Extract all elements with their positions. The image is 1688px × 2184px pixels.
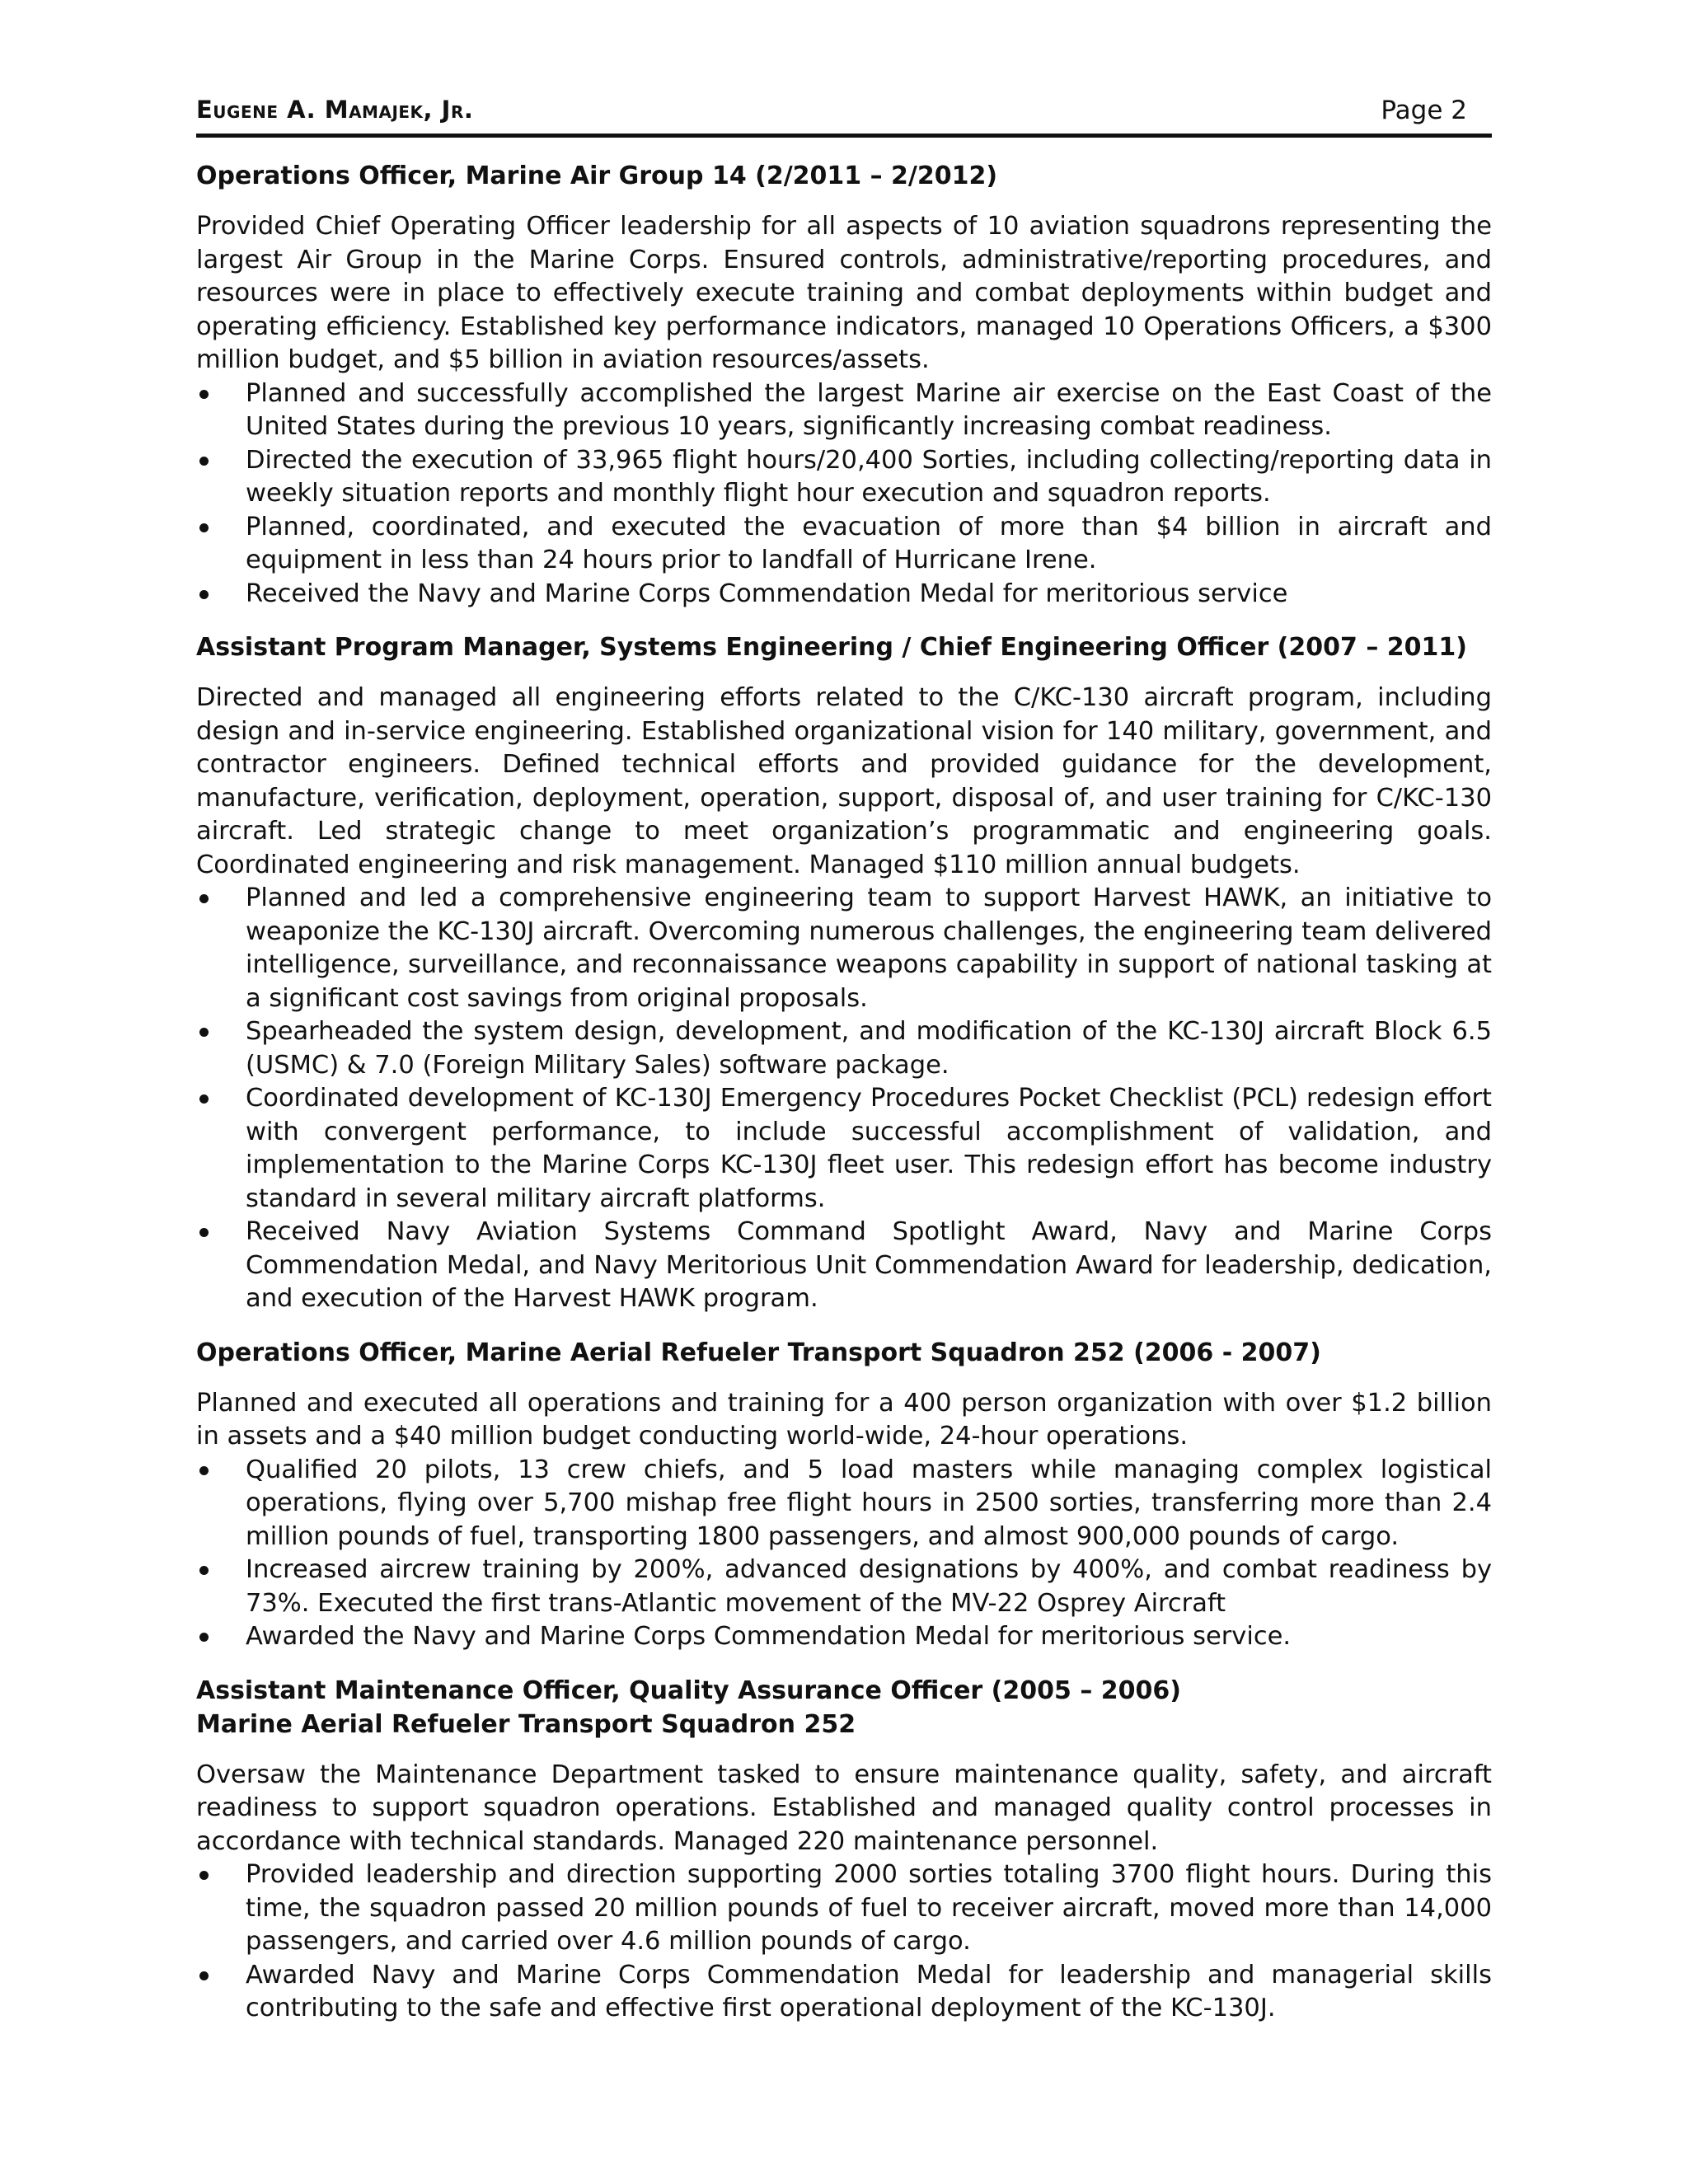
bullet-icon [199, 1971, 209, 1980]
bullet-text: Awarded Navy and Marine Corps Commendation Medal for leadership and managerial skills contributing to the safe and effective first operational deployment of the KC-130J. [246, 1960, 1492, 2022]
bullet-item [196, 882, 1492, 1015]
bullet-text: Directed the execution of 33,965 flight hours/20,400 Sorties, including collecting/reporting data in weekly situation reports and monthly flight hour execution and squadron reports. [246, 445, 1492, 508]
bullet-text: Increased aircrew training by 200%, advanced designations by 400%, and combat readiness by 73%. Executed the first trans-Atlantic movement of the MV-22 Osprey Aircraft [246, 1555, 1492, 1618]
job-summary: Directed and managed all engineering efforts related to the C/KC-130 aircraft program, including design and in-service engineering. Established organizational vision for 140 military, government, and contractor engineers. Defined technical efforts and provided guidance for the development, manufacture, verification, deployment, operation, support, disposal of, and user training for C/KC-130 aircraft. Led strategic change to meet organization’s programmatic and engineering goals. Coordinated engineering and risk management. Managed $110 million annual budgets. [196, 683, 1492, 879]
job-title: Assistant Program Manager, Systems Engineering / Chief Engineering Officer (2007 – 2011) [196, 633, 1467, 662]
job-title: Operations Officer, Marine Aerial Refueler Transport Squadron 252 (2006 - 2007) [196, 1338, 1321, 1367]
bullet-icon [199, 894, 209, 903]
bullet-icon [199, 1871, 209, 1880]
bullet-item [196, 578, 1492, 612]
job-entry [196, 630, 1492, 1316]
bullet-text: Received the Navy and Marine Corps Commendation Medal for meritorious service [246, 579, 1288, 608]
job-entry [196, 1674, 1492, 2026]
job-title-line: Assistant Maintenance Officer, Quality Assurance Officer (2005 – 2006) [196, 1675, 1181, 1705]
bullet-item [196, 1454, 1492, 1554]
bullet-icon [199, 590, 209, 599]
job-title-unit: Marine Aerial Refueler Transport Squadron 252 [196, 1709, 856, 1739]
page-header [196, 92, 1492, 138]
bullet-item [196, 1554, 1492, 1620]
bullet-icon [199, 390, 209, 399]
job-summary: Oversaw the Maintenance Department tasked to ensure maintenance quality, safety, and aircraft readiness to support squadron operations. Established and managed quality control processes in accordance with technical standards. Managed 220 maintenance personnel. [196, 1760, 1492, 1856]
bullet-item [196, 444, 1492, 511]
bullet-text: Awarded the Navy and Marine Corps Commendation Medal for meritorious service. [246, 1622, 1292, 1651]
job-bullet-list [196, 1858, 1492, 2026]
job-summary: Planned and executed all operations and training for a 400 person organization with over $1.2 billion in assets and a $40 million budget conducting world-wide, 24-hour operations. [196, 1388, 1492, 1451]
bullet-text: Planned, coordinated, and executed the evacuation of more than $4 billion in aircraft and equipment in less than 24 hours prior to landfall of Hurricane Irene. [246, 512, 1492, 574]
bullet-icon [199, 1566, 209, 1575]
page-number: Page 2 [1381, 96, 1467, 125]
bullet-icon [199, 523, 209, 532]
job-bullet-list [196, 1454, 1492, 1654]
bullet-item [196, 1858, 1492, 1959]
bullet-icon [199, 1466, 209, 1475]
bullet-text: Qualified 20 pilots, 13 crew chiefs, and 5 load masters while managing complex logistical operations, flying over 5,700 mishap free flight hours in 2500 sorties, transferring more than 2.4 million pounds of fuel, transporting 1800 passengers, and almost 900,000 pounds of cargo. [246, 1455, 1492, 1551]
bullet-text: Planned and led a comprehensive engineering team to support Harvest HAWK, an initiative to weaponize the KC-130J aircraft. Overcoming numerous challenges, the engineering team delivered intelligence, surveillance, and reconnaissance weapons capability in support of national tasking at a significant cost savings from original proposals. [246, 883, 1492, 1013]
job-bullet-list [196, 377, 1492, 612]
bullet-icon [199, 1228, 209, 1237]
bullet-icon [199, 1094, 209, 1104]
bullet-text: Coordinated development of KC-130J Emergency Procedures Pocket Checklist (PCL) redesign effort with convergent performance, to include successful accomplishment of validation, and implementation to the Marine Corps KC-130J fleet user. This redesign effort has become industry standard in several military aircraft platforms. [246, 1084, 1492, 1213]
bullet-text: Provided leadership and direction supporting 2000 sorties totaling 3700 flight hours. During this time, the squadron passed 20 million pounds of fuel to receiver aircraft, moved more than 14,000 passengers, and carried over 4.6 million pounds of cargo. [246, 1860, 1492, 1956]
job-bullet-list [196, 882, 1492, 1316]
job-title: Operations Officer, Marine Air Group 14 (2/2011 – 2/2012) [196, 162, 998, 190]
bullet-icon [199, 457, 209, 466]
bullet-item [196, 1959, 1492, 2026]
bullet-icon [199, 1028, 209, 1037]
bullet-text: Planned and successfully accomplished the largest Marine air exercise on the East Coast of the United States during the previous 10 years, significantly increasing combat readiness. [246, 378, 1492, 441]
bullet-item [196, 1082, 1492, 1216]
bullet-item [196, 1620, 1492, 1654]
resume-page [196, 92, 1492, 2136]
bullet-item [196, 1015, 1492, 1082]
bullet-item [196, 377, 1492, 444]
job-title [196, 1674, 1492, 1741]
bullet-icon [199, 1633, 209, 1642]
bullet-item [196, 511, 1492, 578]
job-entry [196, 159, 1492, 611]
candidate-name: Eugene A. Mamajek, Jr. [196, 96, 474, 124]
job-summary: Provided Chief Operating Officer leadership for all aspects of 10 aviation squadrons representing the largest Air Group in the Marine Corps. Ensured controls, administrative/reporting procedures, and resources were in place to effectively execute training and combat deployments within budget and operating efficiency. Established key performance indicators, managed 10 Operations Officers, a $300 million budget, and $5 billion in aviation resources/assets. [196, 212, 1492, 374]
bullet-item [196, 1216, 1492, 1316]
bullet-text: Received Navy Aviation Systems Command Spotlight Award, Navy and Marine Corps Commendation Medal, and Navy Meritorious Unit Commendation Award for leadership, dedication, and execution of the Harvest HAWK program. [246, 1217, 1492, 1313]
bullet-text: Spearheaded the system design, development, and modification of the KC-130J aircraft Block 6.5 (USMC) & 7.0 (Foreign Military Sales) software package. [246, 1017, 1492, 1080]
job-entry [196, 1336, 1492, 1654]
